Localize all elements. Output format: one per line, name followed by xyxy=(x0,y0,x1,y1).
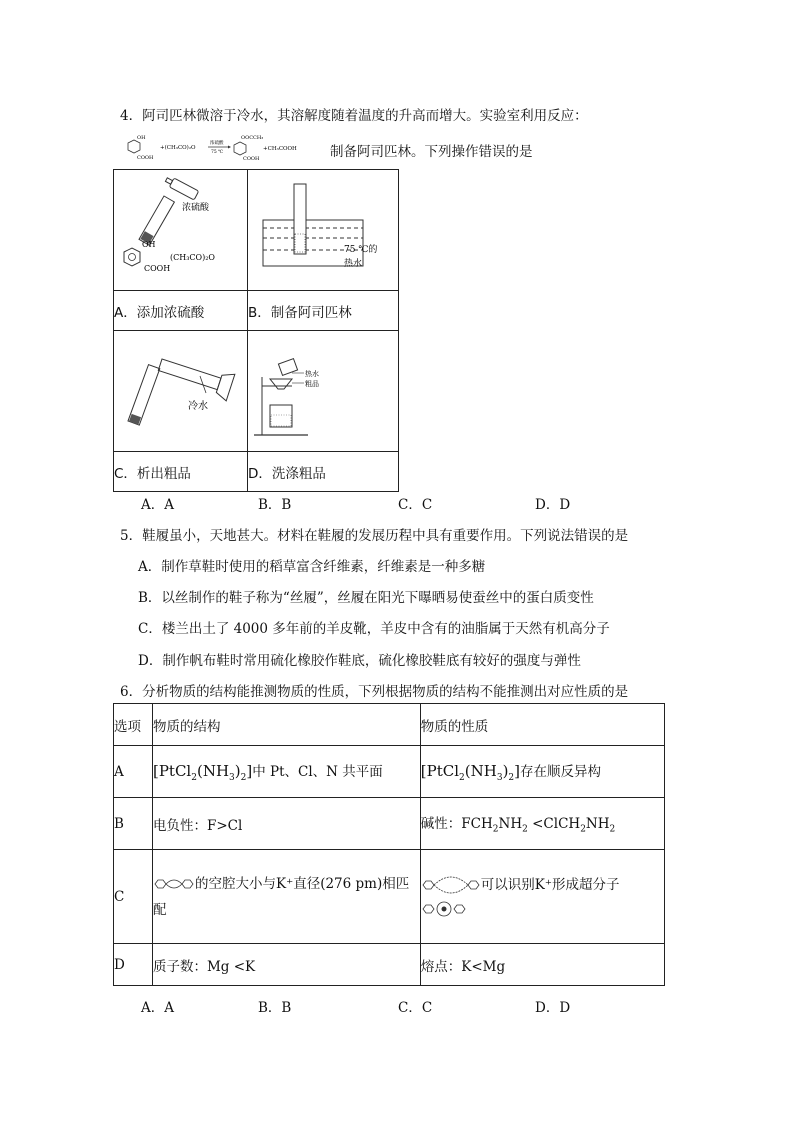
ptcl-formula: $[PtCl_2(NH_3)_2]$ xyxy=(152,762,253,783)
a-acid-label: 浓硫酸 xyxy=(182,203,210,213)
b-label-1: 75 ℃的 xyxy=(344,245,378,255)
q4-option-d-cell: D．洗涤粗品 xyxy=(248,452,399,492)
q4-option-a-cell: A．添加浓硫酸 xyxy=(114,291,248,331)
q6-row-b-key: B xyxy=(114,798,153,850)
q6-row-c-property xyxy=(420,850,664,944)
q4-answer-a: A．A xyxy=(141,497,174,513)
d-label-2: 粗品 xyxy=(305,380,319,388)
q6-answer-c: C．C xyxy=(398,1000,433,1016)
q6-row-d-structure: 质子数：Mg <K xyxy=(152,944,420,986)
r1-cooh: COOH xyxy=(137,155,154,161)
q5-option-d: D．制作帆布鞋时常用硫化橡胶作鞋底，硫化橡胶鞋底有较好的强度与弹性 xyxy=(138,653,581,669)
plus2: +CH₃COOH xyxy=(263,146,297,152)
q5-option-a: A．制作草鞋时使用的稻草富含纤维素，纤维素是一种多糖 xyxy=(138,559,486,575)
row-b-prop-3: <ClCH xyxy=(527,816,581,833)
q6-table xyxy=(113,703,665,986)
image-cell-a xyxy=(114,170,248,291)
q6-header-property: 物质的性质 xyxy=(420,704,664,746)
add-acid-illustration xyxy=(114,170,247,286)
c-label: 冷水 xyxy=(188,401,208,412)
q4-answer-d: D．D xyxy=(535,497,571,513)
crown-ether-icon xyxy=(153,877,195,891)
row-b-prop-4: NH xyxy=(585,816,610,833)
q4-option-b-cell: B．制备阿司匹林 xyxy=(248,291,399,331)
image-cell-d xyxy=(248,331,399,452)
q6-answer-b: B．B xyxy=(258,1000,292,1016)
crystallize-illustration xyxy=(114,331,247,447)
a-cooh: COOH xyxy=(144,264,171,273)
row-c-structure-text: 的空腔大小与K⁺直径(276 pm)相匹 xyxy=(194,875,410,892)
q6-stem: 6．分析物质的结构能推测物质的性质，下列根据物质的结构不能推测出对应性质的是 xyxy=(120,684,629,700)
q6-header-structure: 物质的结构 xyxy=(152,704,420,746)
q6-answer-d: D．D xyxy=(535,1000,571,1016)
q6-row-c-structure xyxy=(152,850,420,944)
a-oh: OH xyxy=(142,240,156,249)
q6-row-d-key: D xyxy=(114,944,153,986)
row-b-prop-1: 碱性：FCH xyxy=(420,816,493,833)
q4-answer-b: B．B xyxy=(258,497,292,513)
q6-header-option: 选项 xyxy=(114,704,153,746)
q5-option-b: B．以丝制作的鞋子称为“丝履”，丝履在阳光下曝晒易使蚕丝中的蛋白质变性 xyxy=(138,590,594,606)
q4-stem: 4．阿司匹林微溶于冷水，其溶解度随着温度的升高而增大。实验室利用反应： xyxy=(120,108,588,124)
q5-stem: 5．鞋履虽小，天地甚大。材料在鞋履的发展历程中具有重要作用。下列说法错误的是 xyxy=(120,528,629,544)
image-cell-b xyxy=(248,170,399,291)
q4-options-table xyxy=(113,169,399,492)
supramolecule-icon xyxy=(421,899,467,919)
q6-row-b-structure: 电负性：F>Cl xyxy=(152,798,420,850)
q5-option-c: C．楼兰出土了 4000 多年前的羊皮靴，羊皮中含有的油脂属于天然有机高分子 xyxy=(138,621,610,637)
q6-row-a-property xyxy=(420,746,664,798)
ptcl-formula-2: $[PtCl_2(NH_3)_2]$ xyxy=(420,762,521,783)
arrow-top: 浓硫酸 xyxy=(210,141,224,146)
heating-illustration xyxy=(248,170,398,286)
plus1: +(CH₃CO)₂O xyxy=(160,145,196,151)
row-c-property-text: 可以识别K⁺形成超分子 xyxy=(480,876,620,893)
q6-row-b-property: 碱性：$FCH_2NH_2$ $<ClCH_2NH_2$ xyxy=(420,798,664,850)
q6-row-d-property: 熔点：K<Mg xyxy=(420,944,664,986)
q4-reaction-suffix: 制备阿司匹林。下列操作错误的是 xyxy=(330,144,533,160)
q6-answer-a: A．A xyxy=(141,1000,174,1016)
row-a-structure-text: 中 Pt、Cl、N 共平面 xyxy=(252,764,383,780)
p1-cooh: COOH xyxy=(243,156,260,162)
row-c-structure-text-2: 配 xyxy=(152,901,167,918)
q4-answer-c: C．C xyxy=(398,497,433,513)
q6-row-a-structure xyxy=(152,746,420,798)
r1-oh: OH xyxy=(137,135,146,141)
row-a-property-text: 存在顺反异构 xyxy=(520,764,602,780)
p1-group: OOCCH₃ xyxy=(241,135,264,141)
a-reagent: (CH₃CO)₂O xyxy=(170,253,215,262)
q6-row-c-key: C xyxy=(114,850,153,944)
arrow-bottom: 75 ℃ xyxy=(211,150,224,155)
image-cell-c xyxy=(114,331,248,452)
q6-row-a-key: A xyxy=(114,746,153,798)
d-label-1: 热水 xyxy=(305,370,319,378)
crown-ether-large-icon xyxy=(421,875,481,895)
q4-option-c-cell: C．析出粗品 xyxy=(114,452,248,492)
wash-illustration xyxy=(248,331,398,447)
row-b-prop-2: NH xyxy=(498,816,523,833)
b-label-2: 热水 xyxy=(344,259,363,269)
